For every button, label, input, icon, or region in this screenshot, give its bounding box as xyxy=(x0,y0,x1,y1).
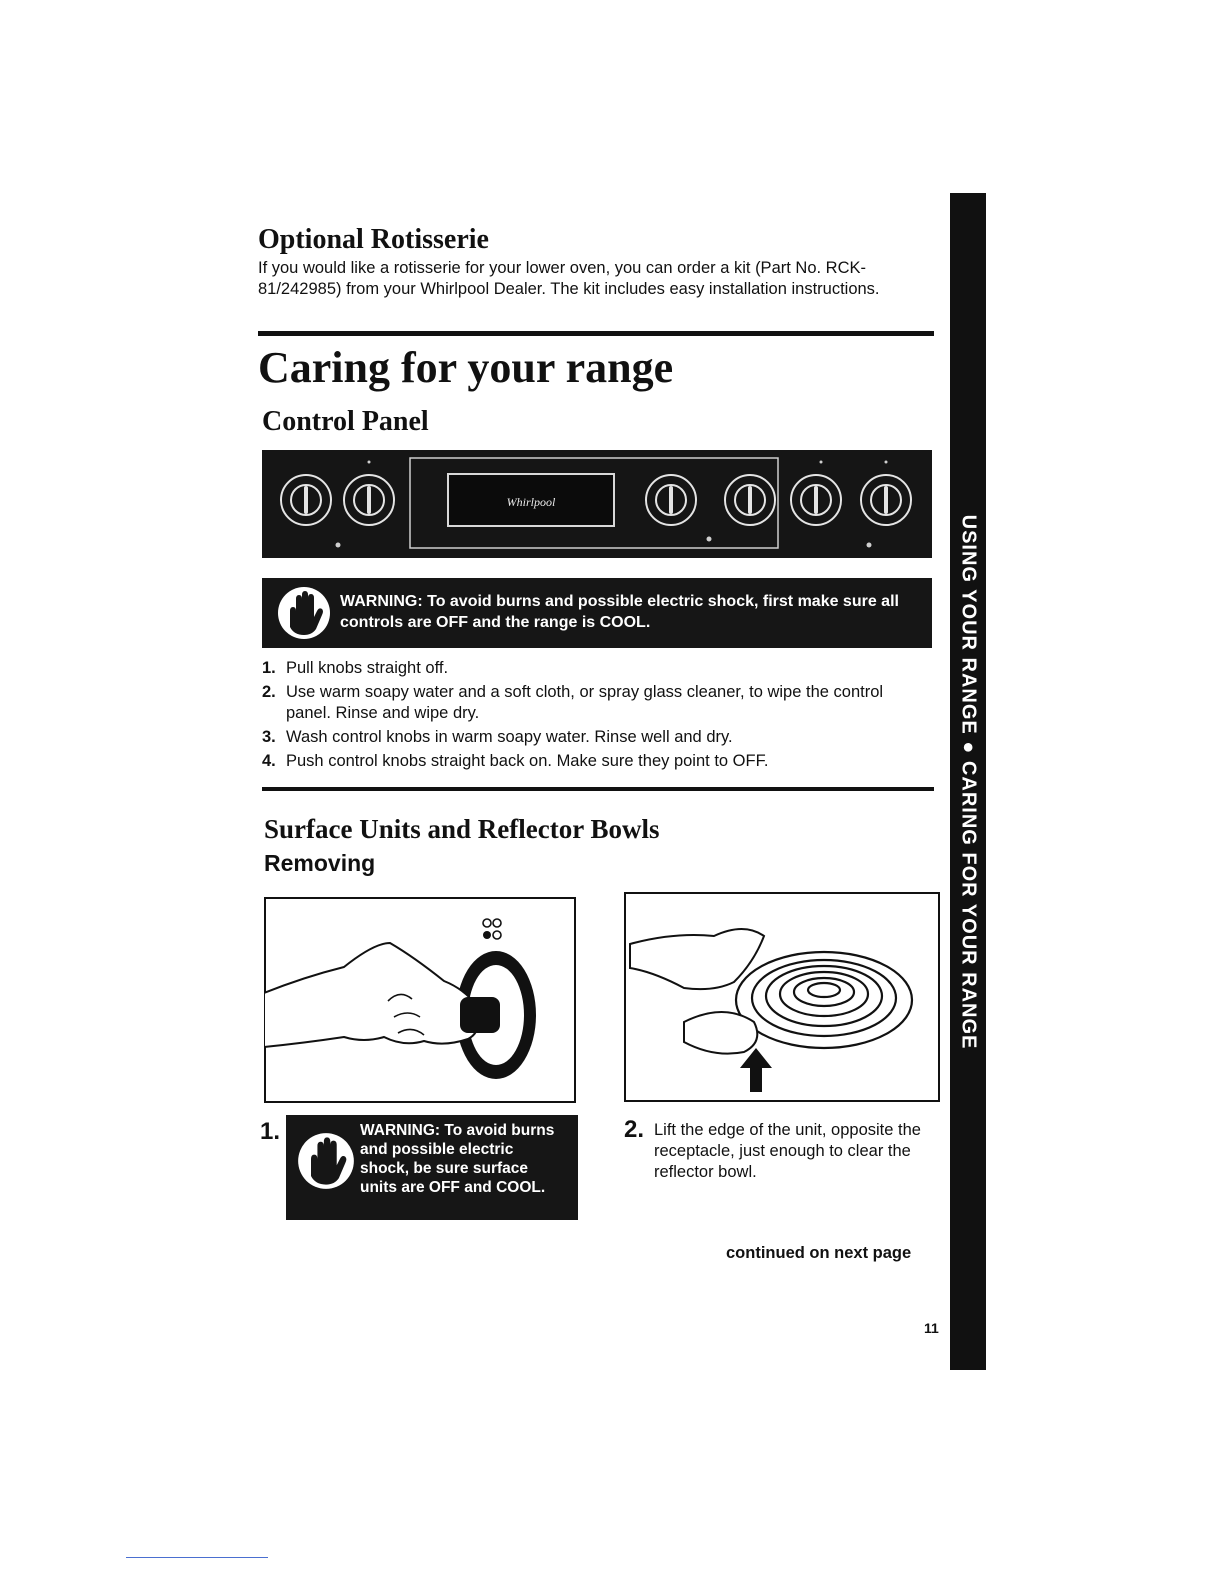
section-side-tab xyxy=(950,193,986,1370)
rotisserie-heading: Optional Rotisserie xyxy=(258,224,489,255)
page-number: 11 xyxy=(924,1320,939,1336)
continued-note: continued on next page xyxy=(726,1244,912,1262)
control-panel-warning-text: WARNING: To avoid burns and possible electric shock, first make sure all controls are OFF and the range is COOL. xyxy=(340,593,899,631)
step-number: 3. xyxy=(262,728,276,746)
step-2-number: 2. xyxy=(624,1116,645,1143)
surface-units-heading: Surface Units and Reflector Bowls xyxy=(264,814,660,844)
page-title: Caring for your range xyxy=(258,343,674,392)
control-panel-illustration xyxy=(262,450,932,558)
step-number: 4. xyxy=(262,752,276,770)
brand-logo: Whirlpool xyxy=(506,495,556,509)
rotisserie-text: If you would like a rotisserie for your lower oven, you can order a kit (Part No. RCK-81/242985) from your Whirlpool Dealer. The kit includes easy installation instructions. xyxy=(258,259,880,298)
step-1-number: 1. xyxy=(260,1118,281,1145)
figure-knob-removal xyxy=(264,897,576,1103)
control-panel-steps xyxy=(262,658,912,775)
surface-unit-warning-text: WARNING: To avoid burns and possible electric shock, be sure surface units are OFF and COOL. xyxy=(360,1122,555,1196)
step-text: Use warm soapy water and a soft cloth, or spray glass cleaner, to wipe the control panel. Rinse and wipe dry. xyxy=(286,683,884,722)
section-divider xyxy=(258,331,934,336)
step-text: Push control knobs straight back on. Make sure they point to OFF. xyxy=(286,752,769,770)
list-item xyxy=(262,658,912,679)
control-panel-heading: Control Panel xyxy=(262,406,429,437)
step-number: 2. xyxy=(262,683,276,701)
step-text: Wash control knobs in warm soapy water. Rinse well and dry. xyxy=(286,728,733,746)
figure-surface-unit-lift xyxy=(624,892,940,1102)
surface-unit-warning xyxy=(286,1115,578,1220)
control-panel-warning xyxy=(262,578,932,648)
step-number: 1. xyxy=(262,659,276,677)
warning-hand-icon xyxy=(276,585,332,641)
list-item xyxy=(262,682,912,724)
footnote-rule xyxy=(126,1557,268,1558)
step-text: Pull knobs straight off. xyxy=(286,659,449,677)
warning-hand-icon xyxy=(296,1131,356,1191)
list-item xyxy=(262,751,912,772)
removing-subheading: Removing xyxy=(264,850,376,876)
list-item xyxy=(262,727,912,748)
section-divider xyxy=(262,787,934,791)
step-2-text: Lift the edge of the unit, opposite the receptacle, just enough to clear the reflector bowl. xyxy=(654,1121,921,1181)
side-tab-label: USING YOUR RANGE ● CARING FOR YOUR RANGE xyxy=(957,514,980,1049)
